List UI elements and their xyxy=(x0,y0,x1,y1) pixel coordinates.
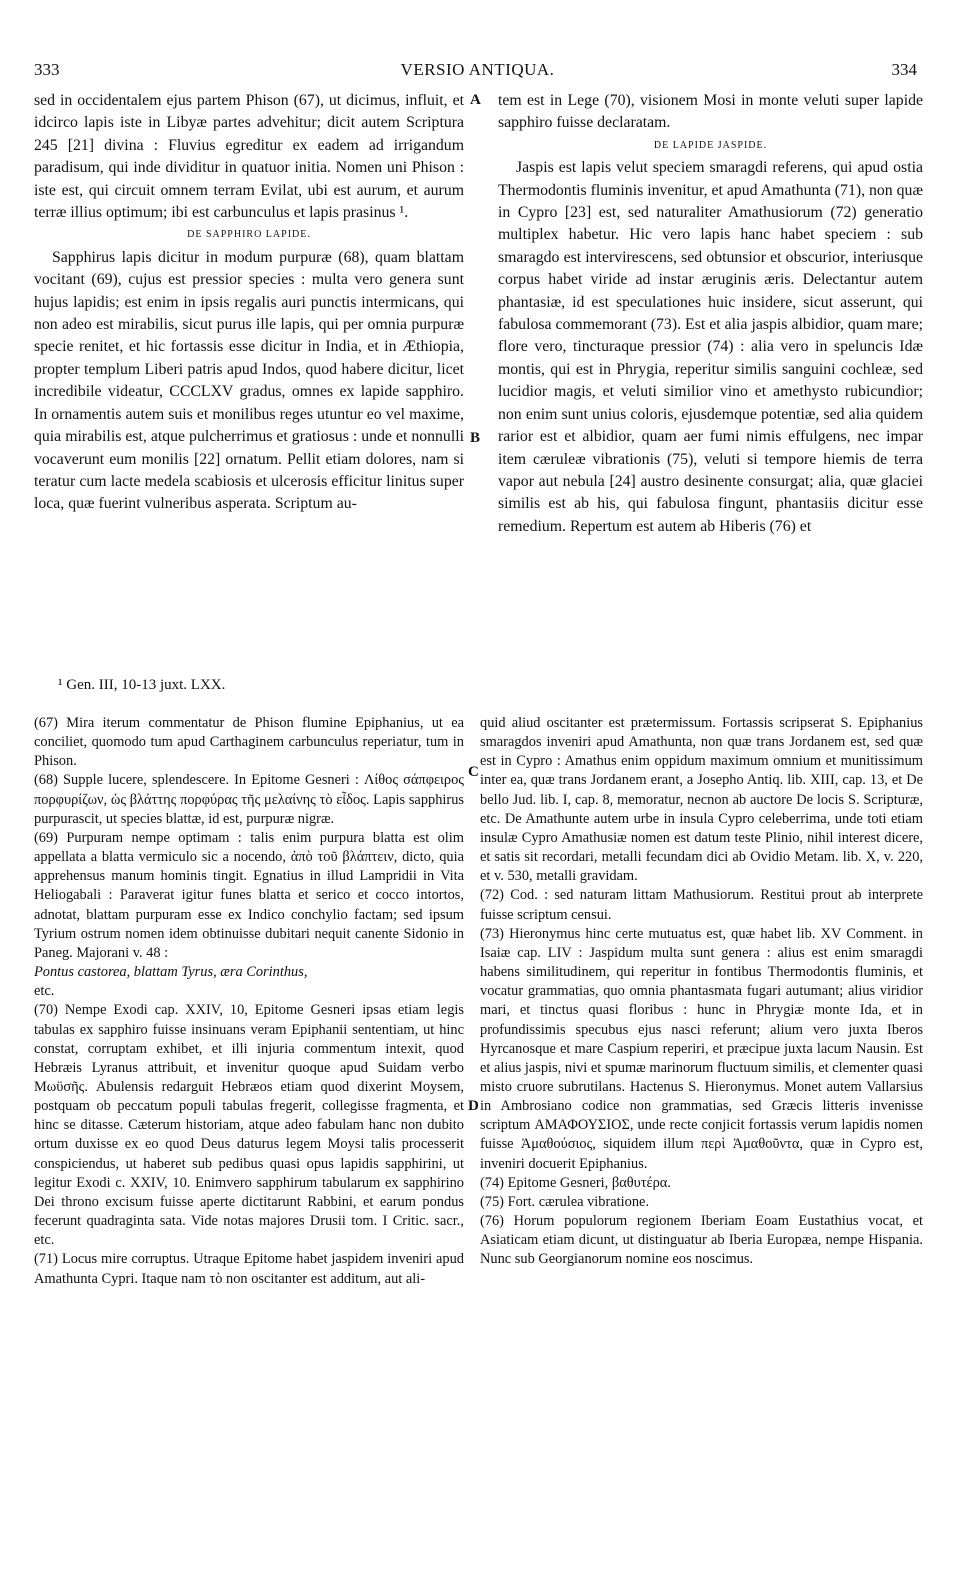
note-71: (71) Locus mire corruptus. Utraque Epitome habet jaspidem inveniri apud Amathunta Cypri. Itaque nam τὸ non oscitanter est additum, aut ali- xyxy=(34,1251,464,1287)
paragraph-phison: sed in occidentalem ejus partem Phison (67), ut dicimus, influit, et idcirco lapis iste in Libyæ partes advehitur; dicit autem Scriptura 245 [21] divina : Fluvius egreditur ex eadem ad irrigandum paradisum, qui inde dividitur in quatuor initia. Nomen uni Phison : iste est, qui circuit omnem terram Evilat, ubi est aurum, et aurum terræ illius optimum; ibi est carbunculus et lapis prasinus ¹. xyxy=(34,92,464,222)
text-column-right xyxy=(498,90,923,658)
verse-quote: Pontus castorea, blattam Tyrus, æra Corinthus, xyxy=(34,964,308,981)
notes-column-right xyxy=(480,714,923,1549)
note-69: (69) Purpuram nempe optimam : talis enim purpura blatta est olim appellata a blatta vermiculo sic a nocendo, ἀπὸ τοῦ βλάπτειν, dicto, quia apprehensus manum hominis tingit. Egnatius in illud Lampridii in Vita Heliogabali : Paraverat igitur funes blatta et serico et cocco intortos, adnotat, blattam purpuram esse ex Indico conchylio factam; sed ipsum Tyrium ostrum nomen idem obtinuisse dubitari nequit canente Sidonio in Paneg. Majorani v. 48 : xyxy=(34,829,464,961)
footnote: ¹ Gen. III, 10-13 juxt. LXX. xyxy=(58,677,226,693)
right-page-number: 334 xyxy=(891,60,917,79)
paragraph-jaspis: Jaspis est lapis velut speciem smaragdi referens, qui apud ostia Thermodontis fluminis invenitur, et apud Amathunta (71), non quæ in Cypro [23] est, sed naturaliter Amathusiorum (72) generatio multiplex habetur. Hic vero lapis hanc habet speciem : sub smaragdo est intervirescens, sed obtunsior et obscurior, interiusque corpus habet viride ad instar æruginis æris. Delectantur autem phantasiæ, id est speculationes huic insidere, sicut asserunt, qui fabulosa commemorant (73). Est et alia jaspis albidior, quam mare; flore vero, tincturaque pressior (74) : alia vero in speluncis Idæ montis, qui est in Phrygia, reperitur similis sanguini cochleæ, sed lucidior magis, et veluti similior vino et amethysto rubicundior; non enim sunt unius coloris, ejusdemque potentiæ, sed alia quidem rarior est et albidior, quam aer fumi nimis effulgens, nec impar item cæruleæ vibrationis (75), veluti si tempore hiemis de terra vapor aut nebula [24] austro desinente consurgat; alia, quæ glaciei similis est ab his, qui fabulosa fingunt, phantasiis dicitur esse remedium. Repertum est autem ab Hiberis (76) et xyxy=(498,159,923,535)
note-75: (75) Fort. cærulea vibratione. xyxy=(480,1193,650,1210)
margin-letter-b: B xyxy=(470,430,481,446)
left-page-number: 333 xyxy=(34,60,60,79)
note-76: (76) Horum populorum regionem Iberiam Eoam Eustathius vocat, et Asiaticam etiam dicunt, ut distinguatur ab Iberia Europæa, nempe Hispania. Nunc sub Georgianorum nomine eos noscimus. xyxy=(480,1213,923,1268)
section-heading-jaspis: DE LAPIDE JASPIDE. xyxy=(653,139,768,151)
note-69-etc: etc. xyxy=(34,983,55,1000)
paragraph-sapphire: Sapphirus lapis dicitur in modum purpuræ (68), quam blattam vocitant (69), cujus est pressior species : multa vero genera sunt hujus lapidis; est enim in ipsis regalis auri punctis intermicans, qui non adeo est mirabilis, sicut purus ille lapis, qui per omnia purpuræ specie renitet, et hic fortassis esse dicitur in India, et in Æthiopia, propter templum Liberi patris apud Indos, quod habere dicitur, licet incredibile videatur, CCCLXV gradus, omnes ex lapide sapphiro. In ornamentis autem suis et monilibus reges utuntur eo vel maxime, quia mirabilis est, atque pulcherrimus et gratiosus : unde et nonnulli vocaverunt eum monilis [22] ornatum. Pellit etiam dolores, nam si teratur cum lacte medela scabiosis et ulcerosis efficitur linitus super loca, quæ fuerint vulneribus asperata. Scriptum au- xyxy=(34,248,464,513)
note-73: (73) Hieronymus hinc certe mutuatus est, quæ habet lib. XV Comment. in Isaiæ cap. LIV : Jaspidum multa sunt genera : alius est enim smaragdi habens similitudinem, qui reperitur in fontibus Thermodontis fluminis, et vocatur grammatias, quo omnia phantasmata fugari autumant; alius viridior mari, et tinctus quasi floribus : hunc in Phrygiæ monte Ida, et in profundissimis specubus ejus nasci referunt; alium vero juxta Iberos Hyrcanosque et mare Caspium reperiri, et præcipue juxta lacum Nausin. Est et alius jaspis, nivi et spumæ marinorum fluctuum similis, et clementer quasi misto cruore subrutilans. Hactenus S. Hieronymus. Monet autem Vallarsius in Ambrosiano codice non grammatias, sed Græcis litteris invenisse scriptum ΑΜΑΦΟΥΣΙΟΣ, unde recte conjicit fortassis verum lapidis nomen fuisse Ἀμαθούσιος, siquidem illum περὶ Ἀμαθοῦντα, quæ in Cypro est, inveniri docuerit Epiphanius. xyxy=(480,925,923,1172)
note-67: (67) Mira iterum commentatur de Phison flumine Epiphanius, ut ea conciliet, quomodo tum apud Carthaginem carbunculus reperiatur, tum in Phison. xyxy=(34,715,464,770)
notes-column-left xyxy=(34,714,464,1549)
note-74: (74) Epitome Gesneri, βαθυτέρα. xyxy=(480,1174,671,1191)
note-71-continued: quid aliud oscitanter est prætermissum. Fortassis scripserat S. Epiphanius smaragdos inveniri apud Amathunta, non quæ trans Jordanem est, sed quæ est in Cypro : Amathus enim oppidum maximum omnium et munitissimum inter ea, quæ trans Jordanem erant, a Josepho Antiq. lib. XIII, cap. 13, et De bello Jud. lib. I, cap. 8, memoratur, necnon ab auctore De locis S. Scripturæ, etc. De Amathunte autem urbe in insula Cypro celeberrima, unde toti etiam insulæ Cypro Amathusiæ nomen est datum teste Plinio, nihil interest dicere, et satis sit recordari, metalli fecundam dici ab Ovidio Metam. lib. X, v. 220, et v. 530, metalli gravidam. xyxy=(480,715,923,885)
note-72: (72) Cod. : sed naturam littam Mathusiorum. Restitui prout ab interprete fuisse scriptum censui. xyxy=(480,887,923,923)
note-70: (70) Nempe Exodi cap. XXIV, 10, Epitome Gesneri ipsas etiam legis tabulas ex sapphiro fuisse insinuans veram Epiphanii sententiam, ut hinc constat, corruptam exhibet, et illi injuria commentum intexit, quod Hebræis Lyranus attribuit, et invenitur quoque apud Suidam verbo Μωϋσῆς. Abulensis redarguit Hebræos etiam quod dixerint Moysem, postquam ob peccatum populi tabulas fregerit, collegisse fragmenta, et hinc se ditasse. Cæterum historiam, atque adeo fabulam hanc non dubito ortum duxisse ex eo quod Deus daturus legem Moysi talis processerit conspiciendus, ut haberet sub pedibus quasi opus lapidis sapphirini, ut legitur Exodi c. XXIV, 10. Enimvero sapphirum tabularum ex sapphirino Dei throno excisum fuisse aperte dictitarunt Rabbini, et earum pondus fecerunt quadraginta sata. Vide notas majores Drusii tom. I Critic. sacr., etc. xyxy=(34,1002,464,1249)
running-title: VERSIO ANTIQUA. xyxy=(400,60,555,79)
note-68: (68) Supple lucere, splendescere. In Epitome Gesneri : Λίθος σάπφειρος πορφυρίζων, ὡς βλάττης πορφύρας τῆς μελαίνης τὸ εἶδος. Lapis sapphirus purpurascit, ut species blattæ, id est, purpuræ nigræ. xyxy=(34,772,464,827)
text-column-left xyxy=(34,90,464,658)
section-heading-sapphire: DE SAPPHIRO LAPIDE. xyxy=(187,229,311,241)
margin-letter-d: D xyxy=(468,1098,479,1114)
margin-letter-a: A xyxy=(470,92,481,108)
margin-letter-c: C xyxy=(468,764,479,780)
paragraph-lege: tem est in Lege (70), visionem Mosi in monte veluti super lapide sapphiro fuisse declaratam. xyxy=(498,92,923,132)
